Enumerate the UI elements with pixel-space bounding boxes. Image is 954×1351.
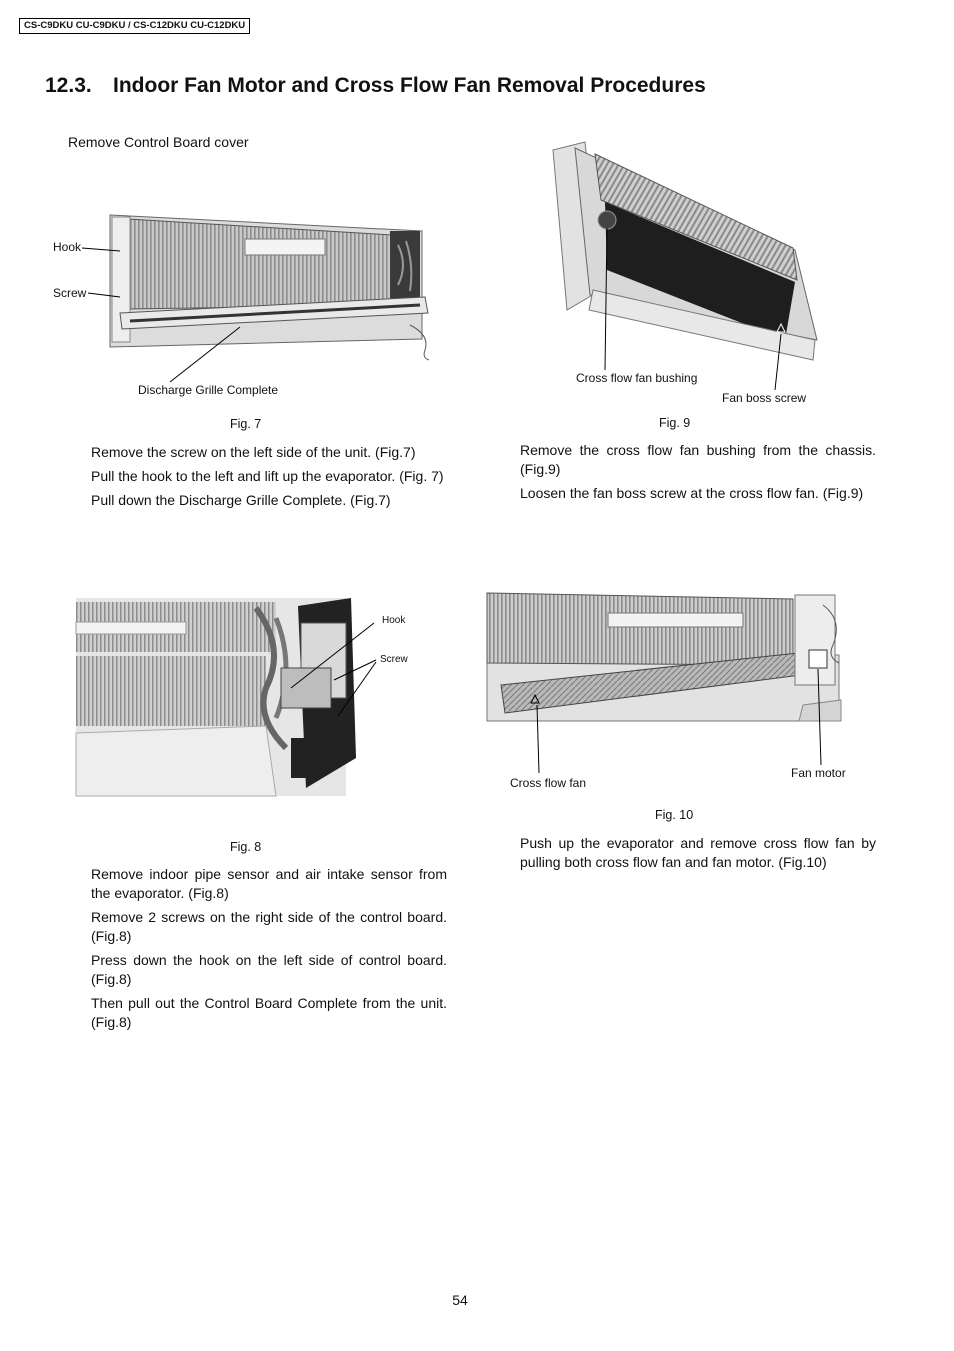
fig9-step-2: Loosen the fan boss screw at the cross flow fan. (Fig.9) bbox=[520, 485, 864, 501]
fig8-step-1: Remove indoor pipe sensor and air intake sensor from the evaporator. (Fig.8) bbox=[91, 866, 447, 901]
fig8-hook-label: Hook bbox=[382, 615, 406, 626]
fig10-caption: Fig. 10 bbox=[655, 808, 694, 822]
fig9-caption: Fig. 9 bbox=[659, 416, 691, 430]
section-number: 12.3. bbox=[45, 74, 92, 97]
fig8-step-3: Press down the hook on the left side of control board. (Fig.8) bbox=[91, 952, 447, 987]
section-title bbox=[45, 74, 706, 98]
fig7-step-3: Pull down the Discharge Grille Complete. (Fig.7) bbox=[91, 492, 391, 508]
section-title-text: Indoor Fan Motor and Cross Flow Fan Removal Procedures bbox=[113, 74, 706, 97]
fig7-hook-label: Hook bbox=[53, 240, 82, 254]
fig9-photo bbox=[545, 140, 835, 408]
fig10-photo bbox=[473, 585, 853, 795]
fig8-step-2: Remove 2 screws on the right side of the control board. (Fig.8) bbox=[91, 909, 447, 944]
fig9-bushing-label: Cross flow fan bushing bbox=[576, 371, 698, 385]
page-number: 54 bbox=[452, 1292, 468, 1308]
fig8-photo bbox=[76, 598, 416, 796]
fig9-boss-label: Fan boss screw bbox=[722, 391, 807, 405]
fig8-steps bbox=[91, 865, 447, 1037]
model-number-box: CS-C9DKU CU-C9DKU / CS-C12DKU CU-C12DKU bbox=[19, 18, 250, 34]
fig8-screw-label: Screw bbox=[380, 654, 408, 665]
fig7-screw-label: Screw bbox=[53, 286, 87, 300]
fig7-step-1: Remove the screw on the left side of the unit. (Fig.7) bbox=[91, 444, 416, 460]
fig8-step-4: Then pull out the Control Board Complete from the unit. (Fig.8) bbox=[91, 995, 447, 1030]
fig10-fan-label: Cross flow fan bbox=[510, 776, 587, 790]
fig8-caption: Fig. 8 bbox=[230, 840, 262, 854]
fig7-step-2: Pull the hook to the left and lift up the evaporator. (Fig. 7) bbox=[91, 468, 444, 484]
fig7-photo bbox=[50, 205, 440, 400]
fig7-caption: Fig. 7 bbox=[230, 417, 262, 431]
fig10-step-1: Push up the evaporator and remove cross flow fan by pulling both cross flow fan and fan motor. (Fig.10) bbox=[520, 835, 876, 870]
fig9-step-1: Remove the cross flow fan bushing from the chassis. (Fig.9) bbox=[520, 442, 876, 477]
fig9-steps bbox=[520, 441, 876, 508]
fig10-motor-label: Fan motor bbox=[791, 766, 846, 780]
fig7-steps bbox=[91, 443, 447, 515]
fig10-steps bbox=[520, 834, 876, 877]
intro-text: Remove Control Board cover bbox=[68, 134, 249, 150]
fig7-grille-label: Discharge Grille Complete bbox=[138, 383, 279, 397]
